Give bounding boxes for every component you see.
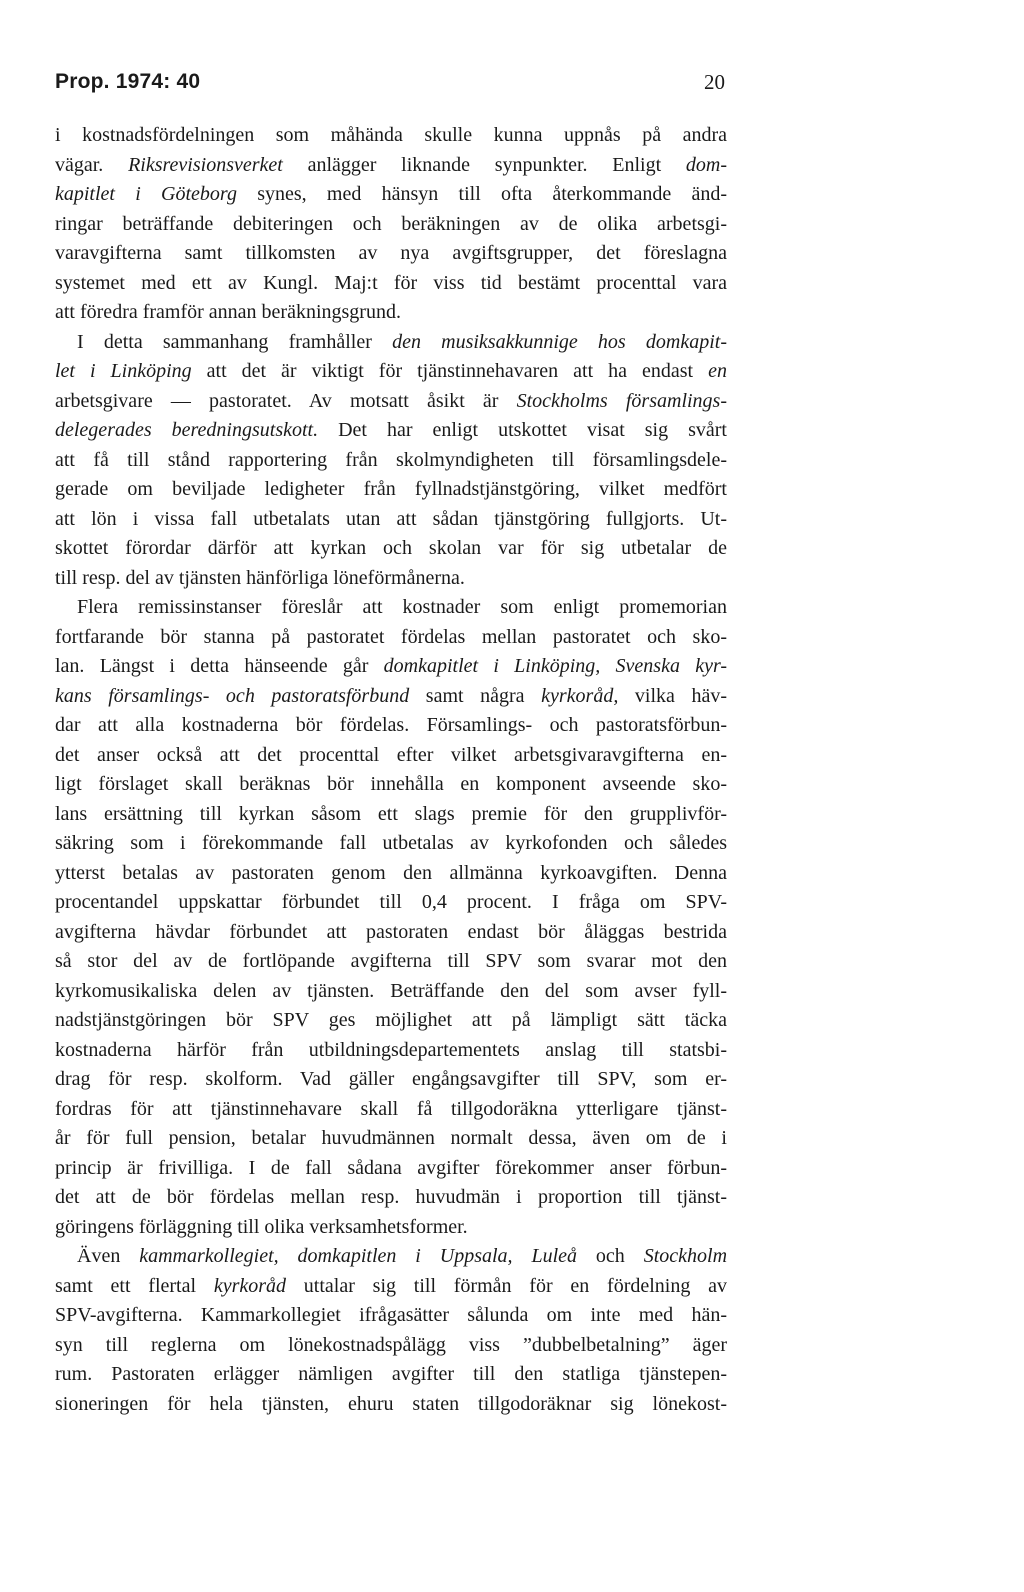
text-line [55,1183,727,1213]
text-line [55,1242,727,1272]
text-line [55,652,727,682]
text-line [55,210,727,240]
text-line [55,121,727,151]
text-run: skottet förordar därför att kyrkan och skolan var för sig utbetalar de [55,537,727,559]
text-line [55,800,727,830]
text-run: sioneringen för hela tjänsten, ehuru staten tillgodoräknar sig lönekost- [55,1392,727,1415]
text-line [55,1272,727,1302]
text-line [55,859,727,889]
text-run: att föredra framför annan beräkningsgrund. [55,301,401,323]
text-run: uttalar sig till förmån för en fördelning av [286,1274,727,1297]
text-run: kostnaderna härför från utbildningsdepartementets anslag till statsbi- [55,1038,727,1061]
italic-text-run: Stockholm [643,1245,728,1267]
text-line [55,534,727,564]
text-run: synes, med hänsyn till ofta återkommande änd- [236,183,727,205]
text-line [55,1124,727,1154]
text-run: Även [77,1245,140,1267]
italic-text-run: let i Linköping [55,360,192,382]
text-line [55,593,727,623]
text-run: fordras för att tjänstinnehavare skall få tillgodoräkna ytterligare tjänst- [55,1097,727,1120]
text-line [55,239,727,269]
text-line [55,918,727,948]
italic-text-run: kapitlet i Göteborg [55,183,237,205]
text-line [55,947,727,977]
text-run: i kostnadsfördelningen som måhända skulle kunna uppnås på andra [55,124,727,146]
text-run: vägar. [55,153,129,176]
text-run: ringar beträffande debiteringen och beräkningen av de olika arbetsgi- [55,212,727,235]
text-line [55,328,727,358]
italic-text-run: kyrkoråd [213,1274,287,1297]
text-run: Det har enligt utskottet visat sig svårt [318,419,727,441]
italic-text-run: en [708,360,727,382]
text-run: nadstjänstgöringen bör SPV ges möjlighet att på lämpligt sätt täcka [55,1009,727,1031]
text-line [55,1301,727,1331]
paragraph [55,121,727,328]
text-line [55,387,727,417]
text-line [55,151,727,181]
text-run: samt ett flertal [55,1274,214,1297]
document-reference: Prop. 1974: 40 [55,70,201,93]
text-line [55,1095,727,1125]
text-run: lan. Längst i detta hänseende går [55,655,384,677]
text-line [55,977,727,1007]
italic-text-run: den musiksakkunnige hos domkapit- [392,330,727,353]
italic-text-run: kans församlings- och pastoratsförbund [55,684,410,707]
text-run: vilka häv- [618,684,728,707]
page-header [55,70,725,110]
text-line [55,770,727,800]
italic-text-run: dom- [685,153,728,176]
text-run: att det är viktigt för tjänstinnehavaren att ha endast [191,360,709,382]
text-run: I detta sammanhang framhåller [77,330,393,353]
text-line [55,416,727,446]
text-line [55,298,727,328]
italic-text-run: kammarkollegiet, domkapitlen i Uppsala, Luleå [139,1245,578,1267]
text-run: Flera remissinstanser föreslår att kostnader som enligt promemorian [77,596,727,618]
text-run: att lön i vissa fall utbetalats utan att sådan tjänstgöring fullgjorts. Ut- [55,507,727,530]
italic-text-run: Riksrevisionsverket [128,153,283,176]
text-run: göringens förläggning till olika verksamhetsformer. [55,1215,468,1238]
text-line [55,269,727,299]
text-line [55,682,727,712]
text-line [55,1065,727,1095]
text-line [55,564,727,594]
text-line [55,1006,727,1036]
text-line [55,829,727,859]
text-run: varavgifterna samt tillkomsten av nya avgiftsgrupper, det föreslagna [55,242,727,264]
text-run: procentandel uppskattar förbundet till 0,4 procent. I fråga om SPV- [55,891,727,913]
text-run: säkring som i förekommande fall utbetalas av kyrkofonden och således [55,832,727,854]
italic-text-run: delegerades beredningsutskott. [55,419,319,441]
text-line [55,888,727,918]
text-run: syn till reglerna om lönekostnadspålägg viss ”dubbelbetalning” äger [55,1333,727,1356]
text-run: gerade om beviljade ledigheter från fyllnadstjänstgöring, vilket medfört [55,478,727,500]
text-run: ytterst betalas av pastoraten genom den allmänna kyrkoavgiften. Denna [55,861,727,884]
text-run: lans ersättning till kyrkan såsom ett slags premie för den grupplivför- [55,802,727,825]
text-line [55,505,727,535]
paragraph [55,328,727,594]
text-line [55,475,727,505]
text-line [55,1036,727,1066]
text-run: och [577,1245,644,1267]
text-run: anlägger liknande synpunkter. Enligt [282,153,686,176]
text-run: fortfarande bör stanna på pastoratet fördelas mellan pastoratet och sko- [55,625,727,648]
text-line [55,180,727,210]
text-line [55,357,727,387]
text-run: ligt förslaget skall beräknas bör innehålla en komponent avseende sko- [55,773,727,795]
text-run: det anser också att det procenttal efter vilket arbetsgivaravgifterna en- [55,743,727,766]
text-run: arbetsgivare — pastoratet. Av motsatt åsikt är [55,389,517,412]
paragraph [55,1242,727,1419]
text-line [55,711,727,741]
text-run: systemet med ett av Kungl. Maj:t för viss tid bestämt procenttal vara [55,271,727,294]
text-run: rum. Pastoraten erlägger nämligen avgifter till den statliga tjänstepen- [55,1363,727,1385]
text-run: så stor del av de fortlöpande avgifterna till SPV som svarar mot den [55,950,727,972]
italic-text-run: domkapitlet i Linköping, Svenska kyr- [383,655,728,677]
text-run: år för full pension, betalar huvudmännen normalt dessa, även om de i [55,1127,727,1149]
text-line [55,1213,727,1243]
text-line [55,1154,727,1184]
text-run: drag för resp. skolform. Vad gäller engångsavgifter till SPV, som er- [55,1068,727,1090]
italic-text-run: kyrkoråd, [541,684,619,707]
text-run: till resp. del av tjänsten hänförliga löneförmånerna. [55,566,465,589]
text-line [55,446,727,476]
paragraph [55,593,727,1242]
body-text [55,121,727,1419]
text-run: det att de bör fördelas mellan resp. huvudmän i proportion till tjänst- [55,1186,727,1208]
text-run: SPV-avgifterna. Kammarkollegiet ifrågasätter sålunda om inte med hän- [55,1304,727,1326]
text-run: att få till stånd rapportering från skolmyndigheten till församlingsdele- [55,448,727,471]
text-run: samt några [409,684,542,707]
text-line [55,1360,727,1390]
page-number: 20 [704,70,725,94]
text-line [55,1390,727,1420]
text-run: princip är frivilliga. I de fall sådana avgifter förekommer anser förbun- [55,1156,727,1179]
text-run: avgifterna hävdar förbundet att pastoraten endast bör åläggas bestrida [55,920,727,943]
text-line [55,623,727,653]
italic-text-run: Stockholms församlings- [516,389,727,412]
text-run: kyrkomusikaliska delen av tjänsten. Beträffande den del som avser fyll- [55,979,727,1002]
text-line [55,741,727,771]
text-run: dar att alla kostnaderna bör fördelas. Församlings- och pastoratsförbun- [55,714,727,736]
text-line [55,1331,727,1361]
